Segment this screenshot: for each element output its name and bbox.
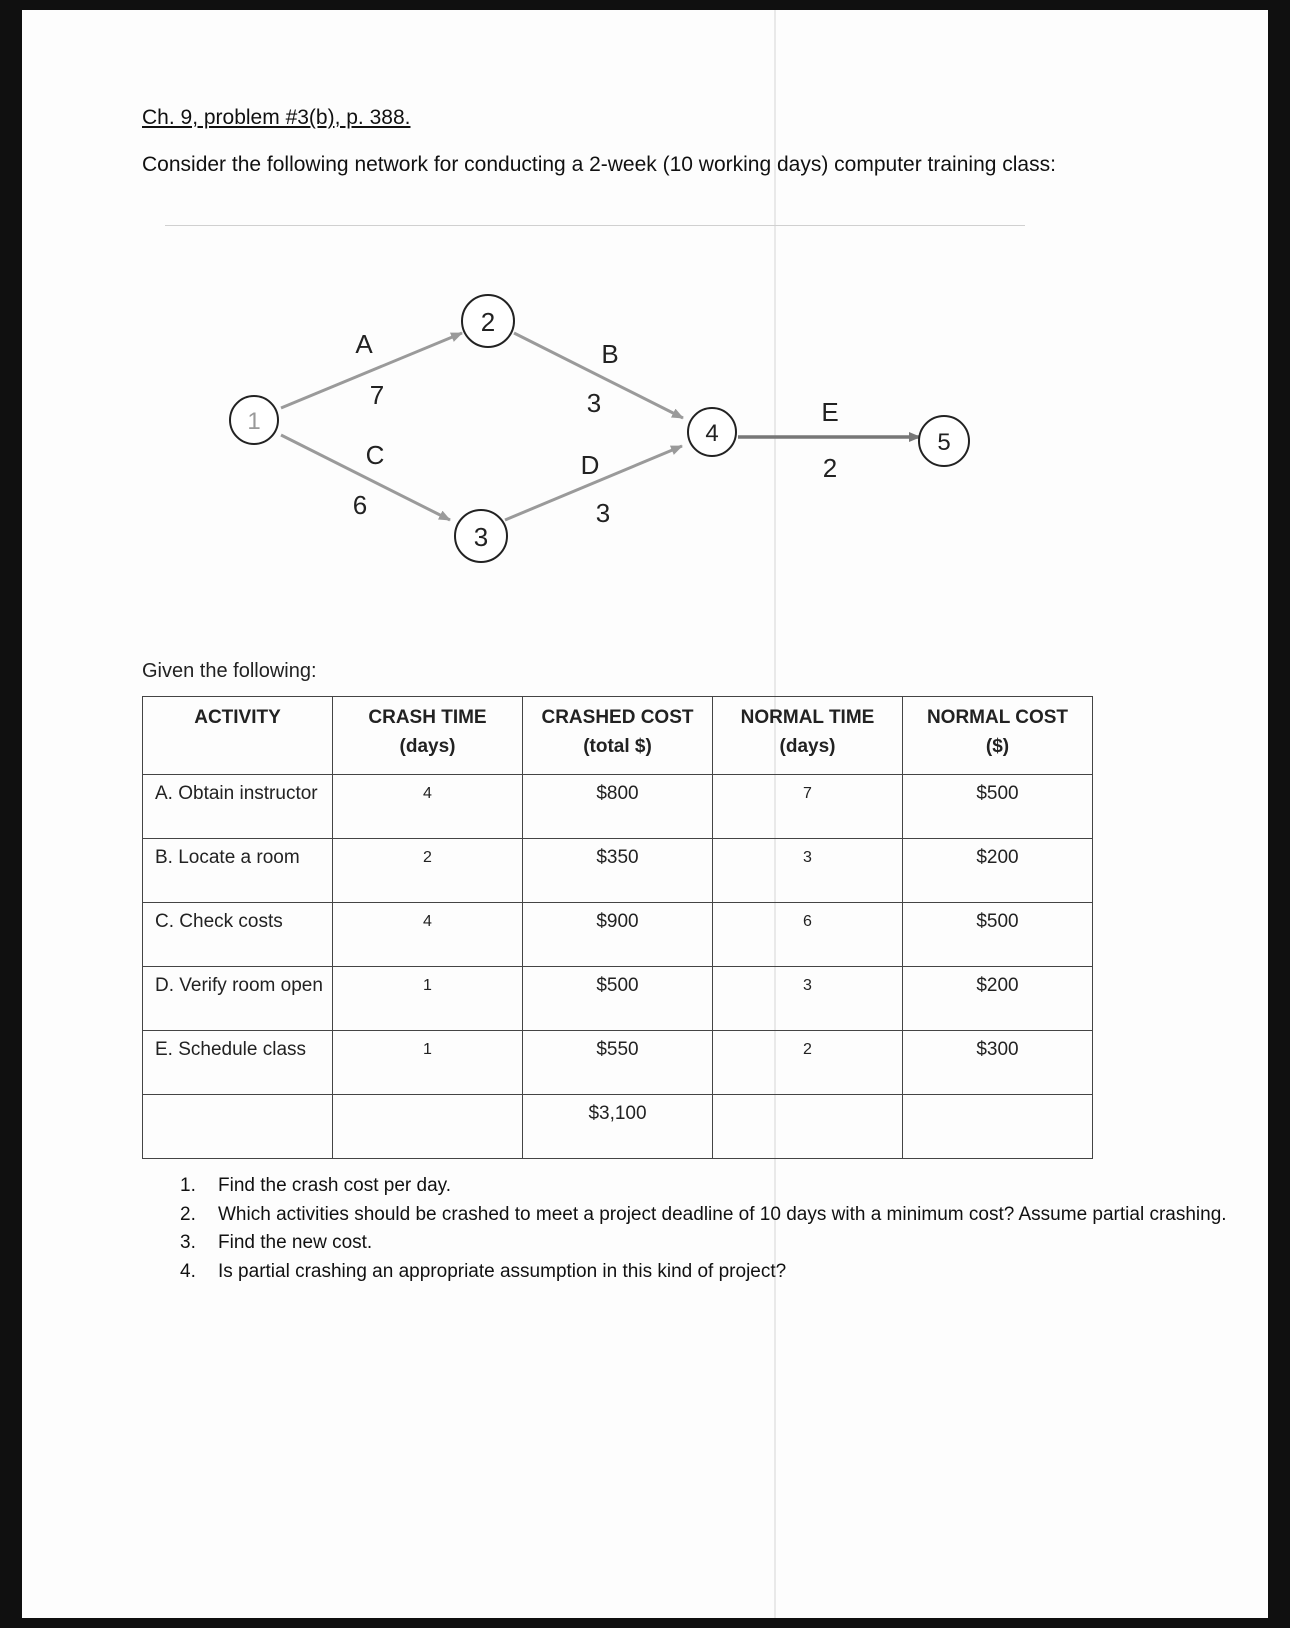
svg-text:1: 1 [247, 408, 261, 435]
cell-crashed-cost: $900 [523, 903, 713, 967]
header-crash-time: CRASH TIME (days) [333, 697, 523, 775]
header-normal-time: NORMAL TIME (days) [713, 697, 903, 775]
given-label: Given the following: [142, 660, 317, 682]
svg-text:3: 3 [473, 522, 489, 552]
cell-crash-time: 1 [333, 967, 523, 1031]
table-total-row [143, 1095, 1093, 1159]
cell-normal-cost: $300 [903, 1031, 1093, 1095]
svg-text:2: 2 [480, 307, 496, 337]
header-crashed-cost: CRASHED COST (total $) [523, 697, 713, 775]
question-item: 3. Find the new cost. [180, 1232, 373, 1253]
cell-crashed-cost: $350 [523, 839, 713, 903]
table-row [143, 903, 1093, 967]
cell-crash-time: 2 [333, 839, 523, 903]
node-2 [462, 295, 514, 347]
cell-activity: C. Check costs [143, 903, 333, 967]
edge-e-duration: 2 [822, 453, 838, 483]
problem-title: Ch. 9, problem #3(b), p. 388. [142, 106, 411, 129]
cell-normal-cost: $500 [903, 903, 1093, 967]
cell-activity: B. Locate a room [143, 839, 333, 903]
problem-intro: Consider the following network for conducting a 2-week (10 working days) computer training class: [142, 153, 1056, 176]
cell-normal-time: 6 [713, 903, 903, 967]
node-1 [230, 396, 278, 444]
header-activity: ACTIVITY [143, 697, 333, 775]
cell-total-crashed-cost: $3,100 [523, 1095, 713, 1159]
table-row [143, 775, 1093, 839]
cell-normal-time: 3 [713, 839, 903, 903]
table-row [143, 1031, 1093, 1095]
cell-empty [143, 1095, 333, 1159]
cell-crash-time: 1 [333, 1031, 523, 1095]
edge-d-letter: D [580, 450, 600, 480]
edge-b-duration: 3 [586, 388, 602, 418]
svg-text:4: 4 [705, 420, 719, 447]
cell-normal-time: 7 [713, 775, 903, 839]
edge-c-duration: 6 [352, 490, 368, 520]
node-5 [919, 416, 969, 466]
cell-crashed-cost: $550 [523, 1031, 713, 1095]
edge-e-letter: E [821, 397, 839, 427]
svg-text:5: 5 [937, 429, 951, 456]
edge-a-letter: A [355, 329, 373, 359]
cell-activity: A. Obtain instructor [143, 775, 333, 839]
table-row [143, 839, 1093, 903]
question-item: 1. Find the crash cost per day. [180, 1175, 452, 1196]
cell-normal-cost: $500 [903, 775, 1093, 839]
cell-empty [333, 1095, 523, 1159]
question-item: 4. Is partial crashing an appropriate assumption in this kind of project? [180, 1260, 787, 1282]
edge-b-letter: B [601, 339, 619, 369]
edge-c-letter: C [365, 440, 385, 470]
table-row [143, 967, 1093, 1031]
cell-normal-time: 3 [713, 967, 903, 1031]
activity-table [142, 696, 1093, 1159]
activity-network-diagram [0, 0, 1290, 620]
cell-normal-time: 2 [713, 1031, 903, 1095]
cell-empty [713, 1095, 903, 1159]
table-header-row [143, 697, 1093, 775]
cell-crash-time: 4 [333, 903, 523, 967]
header-normal-cost: NORMAL COST ($) [903, 697, 1093, 775]
cell-activity: D. Verify room open [143, 967, 333, 1031]
cell-empty [903, 1095, 1093, 1159]
cell-crashed-cost: $500 [523, 967, 713, 1031]
cell-activity: E. Schedule class [143, 1031, 333, 1095]
cell-normal-cost: $200 [903, 967, 1093, 1031]
question-item: 2. Which activities should be crashed to meet a project deadline of 10 days with a minimum cost? Assume partial crashing. [180, 1203, 1227, 1225]
cell-normal-cost: $200 [903, 839, 1093, 903]
node-4 [688, 408, 736, 456]
edge-a-duration: 7 [369, 380, 385, 410]
cell-crash-time: 4 [333, 775, 523, 839]
node-3 [455, 510, 507, 562]
edge-d-duration: 3 [595, 498, 611, 528]
question-list [180, 1172, 1227, 1286]
cell-crashed-cost: $800 [523, 775, 713, 839]
